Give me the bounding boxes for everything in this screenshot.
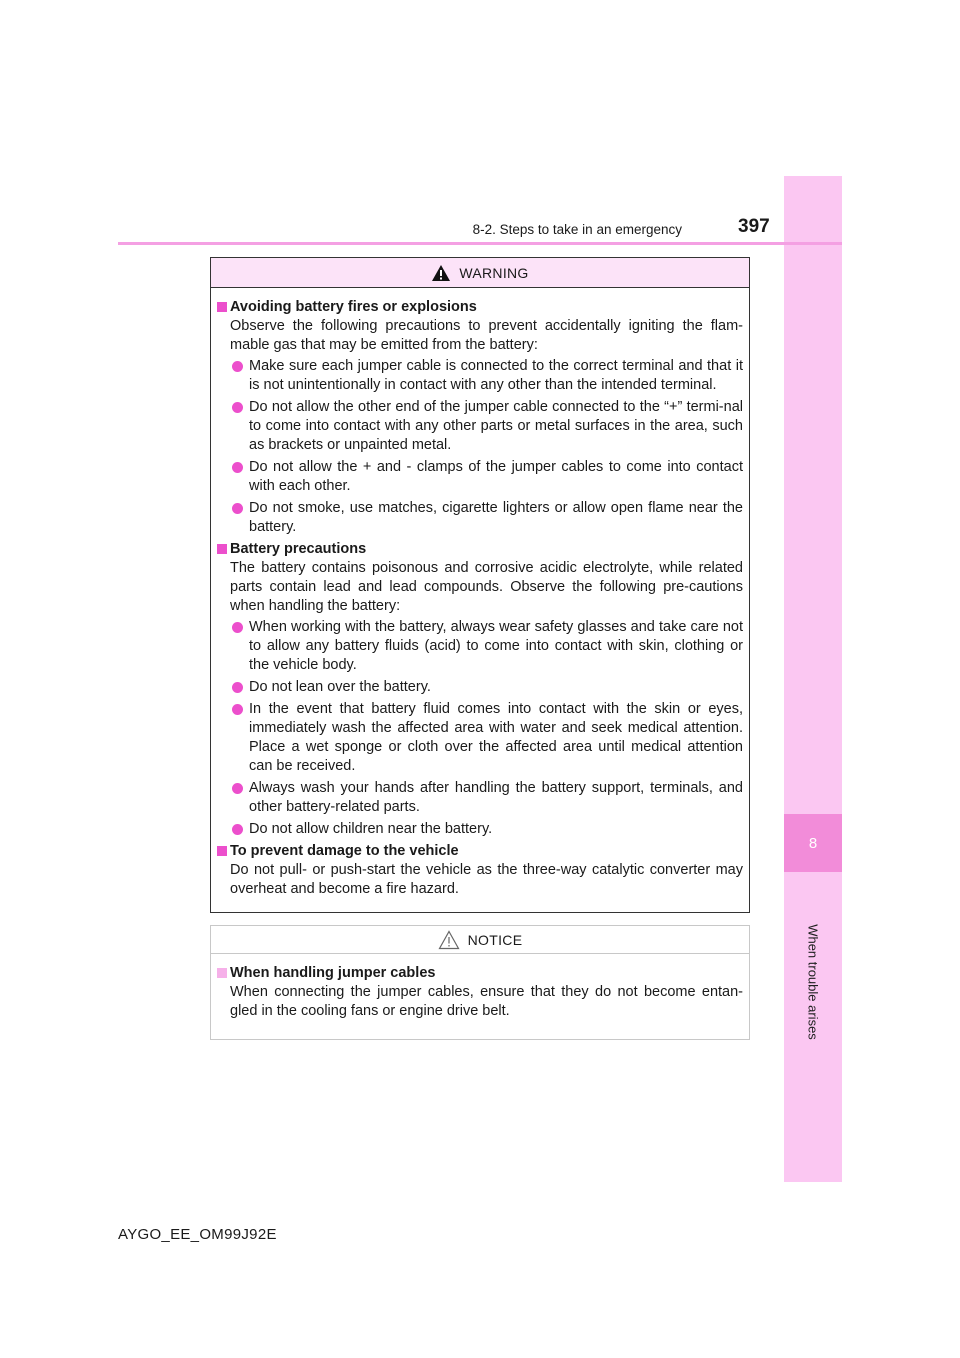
section-title: Avoiding battery fires or explosions [217,298,743,317]
warning-header [211,258,749,288]
list-item: In the event that battery fluid comes into contact with the skin or eyes, immediately wash the affected area with water and seek medical attention. Place a wet sponge or cloth over the affected area until medical attention can be received. [217,700,743,776]
header-divider [118,242,842,245]
list-item: Do not allow the + and - clamps of the jumper cables to come into contact with each other. [217,458,743,496]
section-text: When connecting the jumper cables, ensure that they do not become entan-gled in the cooling fans or engine drive belt. [230,984,743,1019]
square-bullet-icon [217,302,227,312]
section-title: When handling jumper cables [217,964,743,983]
page-number: 397 [738,216,770,237]
list-item: Do not smoke, use matches, cigarette lighters or allow open flame near the battery. [217,499,743,537]
list-item: Do not lean over the battery. [217,678,743,697]
round-bullet-icon [232,824,243,835]
notice-header [211,926,749,954]
square-bullet-icon [217,544,227,554]
warning-title: WARNING [459,264,529,281]
round-bullet-icon [232,462,243,473]
caution-triangle-icon [438,930,460,950]
notice-title: NOTICE [467,931,523,948]
section-title: To prevent damage to the vehicle [217,842,743,861]
list-item: Do not allow children near the battery. [217,820,743,839]
section-text: The battery contains poisonous and corrosive acidic electrolyte, while related parts contain lead and lead compounds. Observe the following pre-cautions when handling the battery: [230,560,743,614]
section-text: Do not pull- or push-start the vehicle as the three-way catalytic converter may overheat and become a fire hazard. [230,862,743,897]
square-bullet-icon [217,968,227,978]
round-bullet-icon [232,503,243,514]
list-item: When working with the battery, always wear safety glasses and take care not to allow any battery fluids (acid) to come into contact with skin, clothing or the vehicle body. [217,618,743,675]
chapter-number: 8 [784,814,842,872]
round-bullet-icon [232,622,243,633]
round-bullet-icon [232,682,243,693]
warning-box [210,257,750,913]
section-heading: 8-2. Steps to take in an emergency [472,222,682,237]
section-text: Observe the following precautions to prevent accidentally igniting the flam-mable gas that may be emitted from the battery: [230,318,743,353]
warning-triangle-icon [431,264,451,282]
document-code: AYGO_EE_OM99J92E [118,1226,277,1243]
list-item: Make sure each jumper cable is connected to the correct terminal and that it is not unintentionally in contact with any other than the intended terminal. [217,357,743,395]
section-title: Battery precautions [217,540,743,559]
list-item: Always wash your hands after handling the battery support, terminals, and other battery-related parts. [217,779,743,817]
notice-box [210,925,750,1040]
chapter-side-tab [784,176,842,1182]
round-bullet-icon [232,361,243,372]
chapter-title: When trouble arises [805,924,821,1040]
square-bullet-icon [217,846,227,856]
round-bullet-icon [232,704,243,715]
round-bullet-icon [232,783,243,794]
round-bullet-icon [232,402,243,413]
list-item: Do not allow the other end of the jumper cable connected to the “+” termi-nal to come into contact with any other parts or metal surfaces in the area, such as brackets or unpainted metal. [217,398,743,455]
